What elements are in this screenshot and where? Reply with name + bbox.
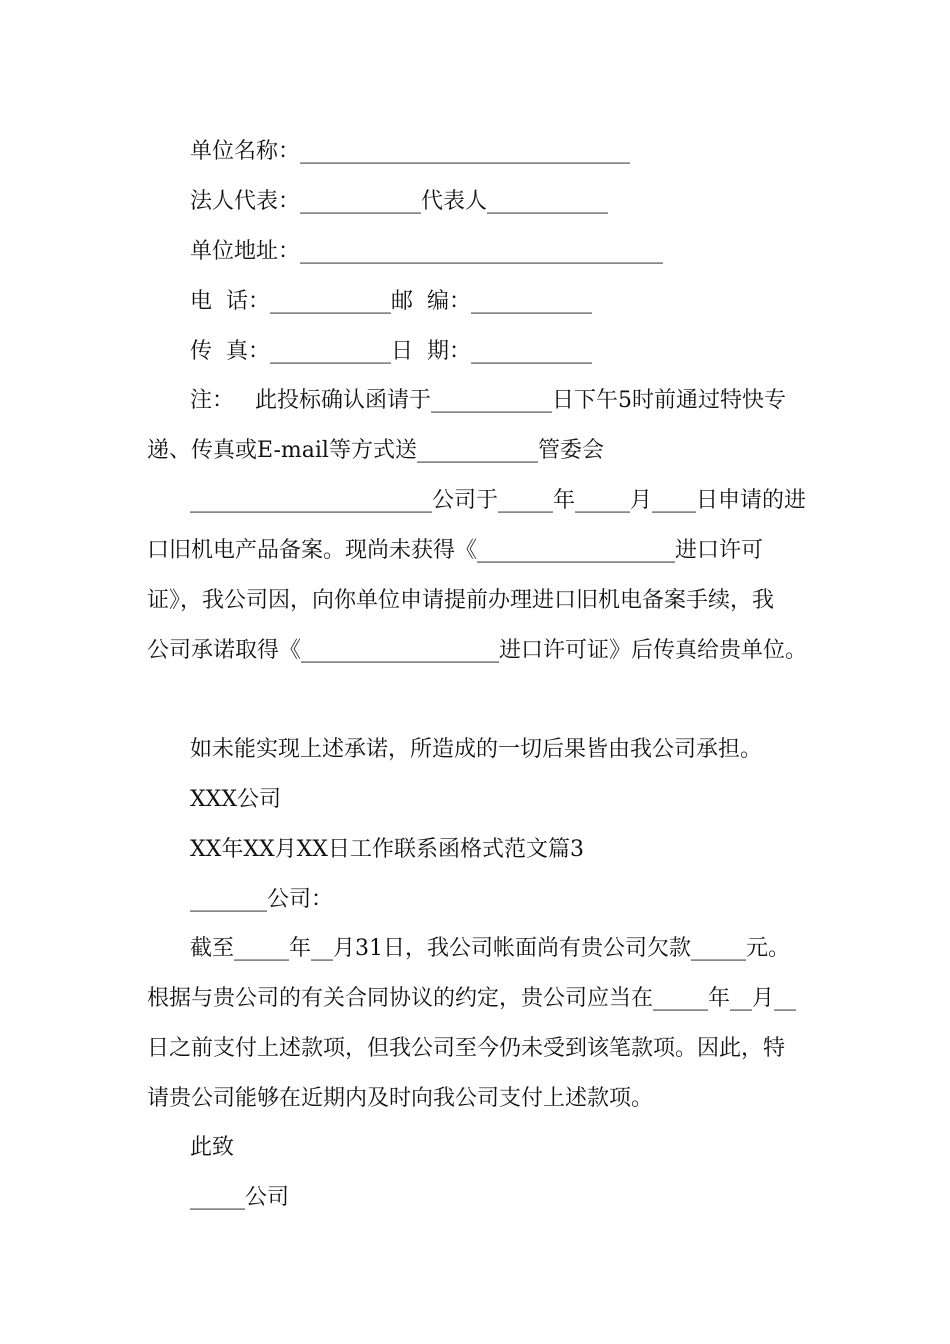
- note-line-1: 注： 此投标确认函请于___________日下午5时前通过特快专: [190, 388, 786, 413]
- letter-body-line-1: 截至_____年__月31日，我公司帐面尚有贵公司欠款_____元。: [190, 936, 790, 961]
- note-line-2: 递、传真或E-mail等方式送___________管委会: [147, 438, 604, 463]
- company-signature: XXX公司: [190, 787, 281, 812]
- paragraph-line-2: 口旧机电产品备案。现尚未获得《__________________进口许可: [147, 538, 764, 563]
- unit-name-field: 单位名称：______________________________: [190, 139, 631, 164]
- unit-address-field: 单位地址：_________________________________: [190, 239, 664, 264]
- commitment-line: 如未能实现上述承诺，所造成的一切后果皆由我公司承担。: [190, 737, 763, 762]
- sender-company: _____公司: [190, 1185, 290, 1210]
- paragraph-line-3: 证》，我公司因，向你单位申请提前办理进口旧机电备案手续，我: [147, 588, 775, 613]
- section-title: XX年XX月XX日工作联系函格式范文篇3: [190, 837, 584, 862]
- letter-body-line-3: 日之前支付上述款项，但我公司至今仍未受到该笔款项。因此，特: [147, 1036, 786, 1061]
- phone-postcode-field: 电 话：___________邮 编：___________: [190, 289, 592, 314]
- letter-body-line-2: 根据与贵公司的有关合同协议的约定，贵公司应当在_____年__月__: [147, 986, 797, 1011]
- paragraph-line-1: ______________________公司于_____年_____月____日申请的进: [190, 488, 807, 513]
- recipient-company: _______公司：: [190, 887, 334, 912]
- legal-representative-field: 法人代表：___________代表人___________: [190, 189, 609, 214]
- letter-body-line-4: 请贵公司能够在近期内及时向我公司支付上述款项。: [147, 1086, 654, 1111]
- closing-salutation: 此致: [190, 1135, 235, 1160]
- fax-date-field: 传 真：___________日 期：___________: [190, 339, 592, 364]
- paragraph-line-4: 公司承诺取得《__________________进口许可证》后传真给贵单位。: [147, 638, 808, 663]
